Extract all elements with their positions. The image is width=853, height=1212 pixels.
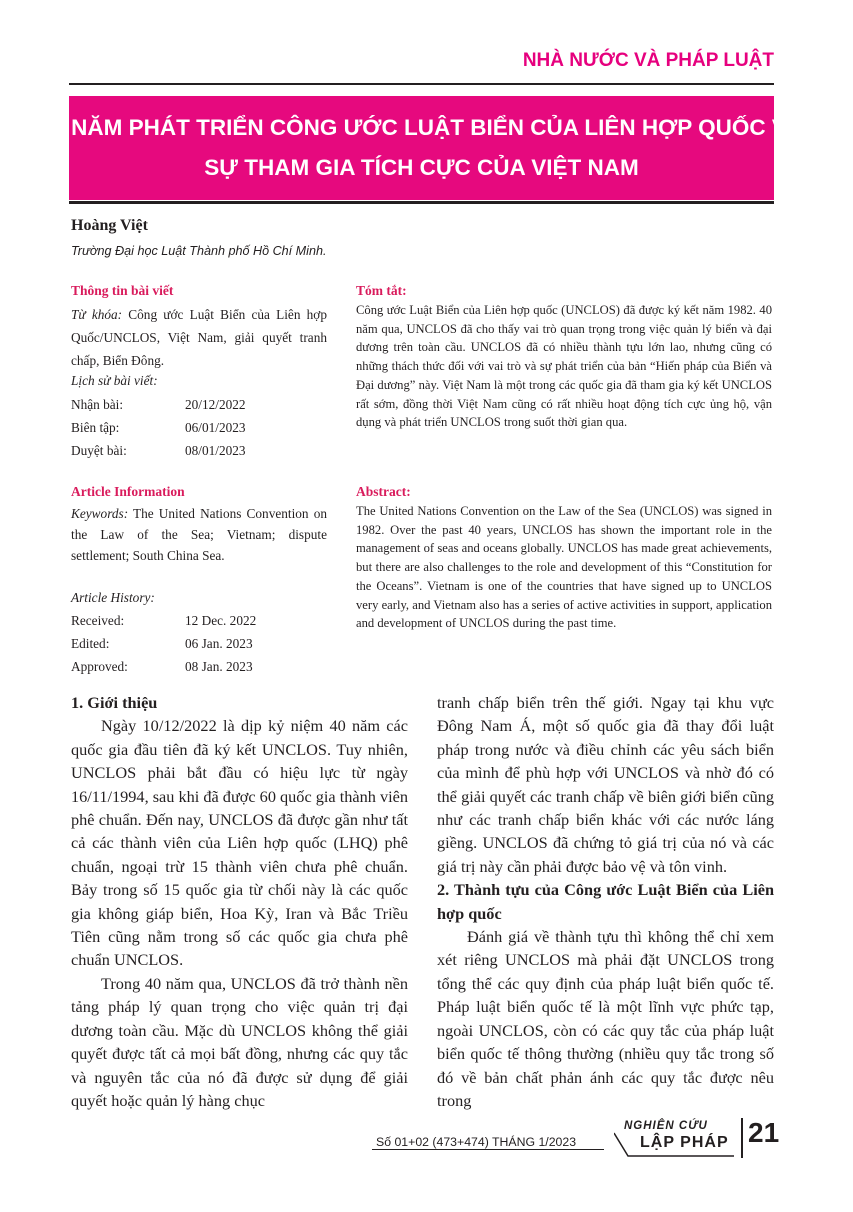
paragraph-4: Đánh giá về thành tựu thì không thể chỉ xem xét riêng UNCLOS mà phải đặt UNCLOS trong tổng thể các quy định của pháp luật biển quốc tế. Pháp luật biển quốc tế là một lĩnh vực phức tạp, ngoài UNCLOS, còn có các quy tắc của pháp luật biển quốc tế thông thường (nhiều quy tắc trong số đó về bản chất phản ánh các quy tắc được nêu trong <box>437 927 774 1110</box>
article-title-line-2: SỰ THAM GIA TÍCH CỰC CỦA VIỆT NAM <box>204 155 639 180</box>
info-vi-keywords-label: Từ khóa: <box>71 307 123 322</box>
info-vi-approved-label: Duyệt bài: <box>71 443 127 458</box>
paragraph-1: Ngày 10/12/2022 là dịp kỷ niệm 40 năm các quốc gia đầu tiên đã ký kết UNCLOS. Tuy nhiên, UNCLOS phải bắt đầu có hiệu lực từ ngày 16/11/1994, sau khi đã được 60 quốc gia thành viên phê chuẩn. Đến nay, UNCLOS đã được gần như tất cả các thành viên của Liên hợp quốc (LHQ) phê chuẩn, ngoại trừ 15 thành viên chưa phê chuẩn. Bảy trong số 15 quốc gia từ chối này là các quốc gia không giáp biển, Hoa Kỳ, Iran và Bắc Triều Tiên cũng nằm trong số các quốc gia chưa phê chuẩn UNCLOS. <box>71 716 408 970</box>
footer-divider <box>741 1118 743 1158</box>
article-title-line-1: 40 NĂM PHÁT TRIỂN CÔNG ƯỚC LUẬT BIỂN CỦA LIÊN HỢP QUỐC VÀ <box>39 115 804 140</box>
title-rule <box>69 201 774 204</box>
info-en-edited-label: Edited: <box>71 636 110 651</box>
info-en-approved-date: 08 Jan. 2023 <box>185 659 253 674</box>
info-vi-edited-label: Biên tập: <box>71 420 120 435</box>
info-en-received-label: Received: <box>71 613 125 628</box>
info-vi-edited-date: 06/01/2023 <box>185 420 246 435</box>
body-right-column <box>437 691 774 1112</box>
info-vi-heading: Thông tin bài viết <box>71 283 174 298</box>
info-en-keywords <box>71 503 327 566</box>
author-name: Hoàng Việt <box>71 217 148 234</box>
info-vi-history-label: Lịch sử bài viết: <box>71 373 158 388</box>
body-left-column <box>71 691 408 1112</box>
section-1-heading: 1. Giới thiệu <box>71 693 158 712</box>
author-affiliation: Trường Đại học Luật Thành phố Hồ Chí Minh. <box>71 244 327 258</box>
abstract-en-heading: Abstract: <box>356 484 411 499</box>
info-vi-approved-date: 08/01/2023 <box>185 443 246 458</box>
info-en-received-date: 12 Dec. 2022 <box>185 613 257 628</box>
abstract-vi-text: Công ước Luật Biển của Liên hợp quốc (UNCLOS) đã được ký kết năm 1982. 40 năm qua, UNCLOS đã cho thấy vai trò quan trọng trong việc quản lý biển và đại dương trên toàn cầu. UNCLOS đã có nhiều thành tựu lớn lao, nhưng cũng có những thách thức đối với vai trò và sự phát triển của bản “Hiến pháp của Biển và Đại dương” này. Việt Nam là một trong các quốc gia đã tham gia ký kết UNCLOS rất sớm, đồng thời Việt Nam cũng có rất nhiều hoạt động tích cực ủng hộ, vận dụng và phát triển UNCLOS trong suốt thời gian qua. <box>356 303 772 430</box>
journal-logo <box>614 1120 736 1158</box>
info-en-edited-date: 06 Jan. 2023 <box>185 636 253 651</box>
journal-logo-line-1: NGHIÊN CỨU <box>624 1120 708 1132</box>
footer-rule <box>372 1149 604 1150</box>
section-label: NHÀ NƯỚC VÀ PHÁP LUẬT <box>522 50 774 71</box>
info-vi-keywords-text: Công ước Luật Biển của Liên hợp Quốc/UNCLOS, Việt Nam, giải quyết tranh chấp, Biển Đông. <box>71 307 327 368</box>
page-number: 21 <box>748 1117 780 1148</box>
journal-logo-line-2: LẬP PHÁP <box>640 1134 729 1151</box>
article-title-banner <box>39 96 804 200</box>
paragraph-3: tranh chấp biển trên thế giới. Ngay tại khu vực Đông Nam Á, một số quốc gia đã thay đổi luật pháp trong nước và điều chỉnh các yêu sách biển của mình để phù hợp với UNCLOS và nhờ đó có thể giải quyết các tranh chấp về biên giới biển cũng như các tranh chấp biển khác với các nước láng giềng. UNCLOS đã chứng tỏ giá trị của nó và các giá trị này cần phải được bảo vệ và tôn vinh. <box>437 693 774 876</box>
top-rule <box>69 83 774 85</box>
info-vi-received-date: 20/12/2022 <box>185 397 246 412</box>
info-en-history-label: Article History: <box>71 590 155 605</box>
info-vi-received-label: Nhận bài: <box>71 397 124 412</box>
abstract-vi-heading: Tóm tắt: <box>356 283 407 298</box>
info-en-keywords-text: The United Nations Convention on the Law of the Sea; Vietnam; dispute settlement; South China Sea. <box>71 506 327 563</box>
section-2-heading: 2. Thành tựu của Công ước Luật Biển của Liên hợp quốc <box>437 880 774 923</box>
paragraph-2: Trong 40 năm qua, UNCLOS đã trở thành nền tảng pháp lý quan trọng cho việc quản trị đại dương toàn cầu. Mặc dù UNCLOS không thể giải quyết được tất cả mọi bất đồng, nhưng các quy tắc và nguyên tắc của nó đã được sử dụng để giải quyết hoặc quản lý hàng chục <box>71 973 408 1110</box>
info-en-heading: Article Information <box>71 484 185 499</box>
info-en-keywords-label: Keywords: <box>71 506 129 521</box>
info-vi-keywords <box>71 303 327 372</box>
abstract-en-text: The United Nations Convention on the Law of the Sea (UNCLOS) was signed in 1982. Over the past 40 years, UNCLOS has shown the important role in the management of seas and oceans globally. UNCLOS has made great achievements, but there are also challenges to the role and development of this “Constitution for the Oceans”. Vietnam is one of the countries that have signed up to UNCLOS very early, and Vietnam also has a series of active activities in support, application and development of UNCLOS during the past time. <box>356 504 772 631</box>
info-en-approved-label: Approved: <box>71 659 128 674</box>
issue-info: Số 01+02 (473+474) THÁNG 1/2023 <box>376 1135 577 1149</box>
